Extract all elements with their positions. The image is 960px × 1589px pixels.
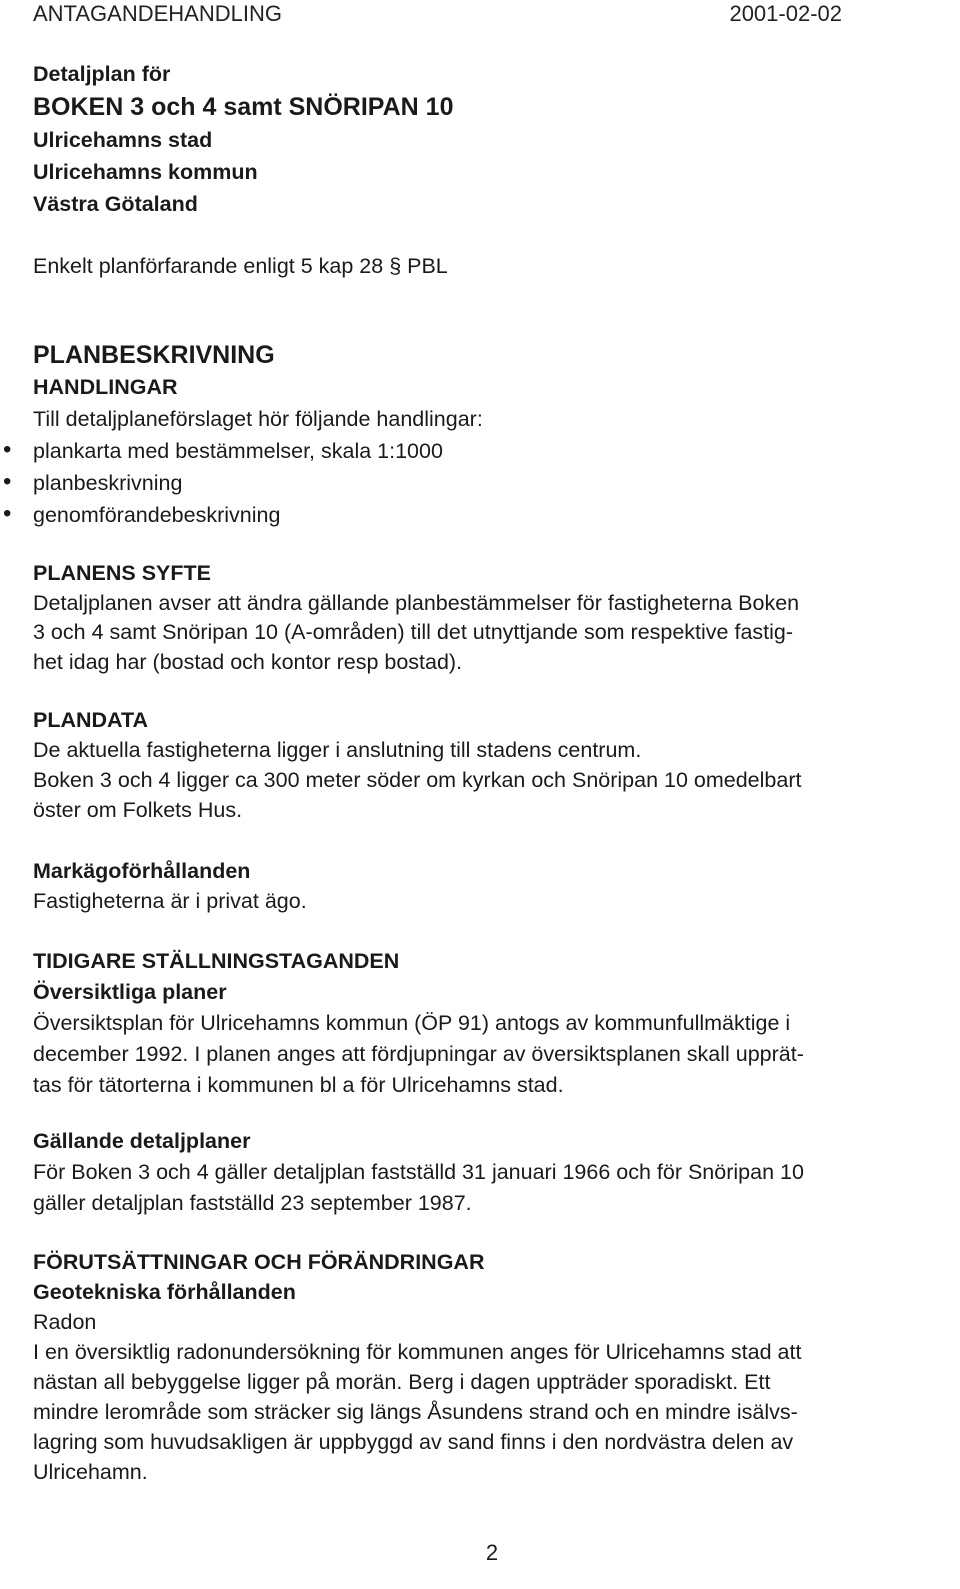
section-syfte bbox=[33, 559, 948, 677]
title-line-3: Ulricehamns stad bbox=[33, 128, 213, 152]
forutsattningar-heading: FÖRUTSÄTTNINGAR OCH FÖRÄNDRINGAR bbox=[33, 1250, 485, 1274]
section-handlingar bbox=[33, 371, 948, 531]
tidigare-heading: TIDIGARE STÄLLNINGSTAGANDEN bbox=[33, 949, 400, 973]
section-gallande bbox=[33, 1126, 948, 1219]
document-status: ANTAGANDEHANDLING bbox=[33, 1, 282, 26]
section-tidigare bbox=[33, 946, 948, 1101]
plandata-line: Boken 3 och 4 ligger ca 300 meter söder om kyrkan och Snöripan 10 omedelbart bbox=[33, 768, 802, 792]
tidigare-line: tas för tätorterna i kommunen bl a för Ulricehamns stad. bbox=[33, 1073, 564, 1097]
procedure-line: Enkelt planförfarande enligt 5 kap 28 § PBL bbox=[33, 254, 448, 278]
handlingar-list bbox=[33, 435, 948, 531]
radon-line: Ulricehamn. bbox=[33, 1460, 148, 1484]
handlingar-intro: Till detaljplaneförslaget hör följande handlingar: bbox=[33, 407, 483, 431]
page-number: 2 bbox=[485, 1540, 499, 1565]
gallande-line: För Boken 3 och 4 gäller detaljplan fastställd 31 januari 1966 och för Snöripan 10 bbox=[33, 1160, 804, 1184]
title-line-5: Västra Götaland bbox=[33, 192, 198, 216]
radon-line: lagring som huvudsakligen är uppbyggd av sand finns i den nordvästra delen av bbox=[33, 1430, 794, 1454]
gallande-heading: Gällande detaljplaner bbox=[33, 1129, 251, 1153]
plandata-line: De aktuella fastigheterna ligger i anslutning till stadens centrum. bbox=[33, 738, 642, 762]
list-item: • genomförandebeskrivning bbox=[33, 499, 948, 531]
plandata-line: öster om Folkets Hus. bbox=[33, 798, 243, 822]
title-line-4: Ulricehamns kommun bbox=[33, 160, 258, 184]
list-item: • plankarta med bestämmelser, skala 1:1000 bbox=[33, 435, 948, 467]
section-forutsattningar bbox=[33, 1247, 948, 1487]
mark-heading: Markägoförhållanden bbox=[33, 859, 251, 883]
tidigare-line: Översiktsplan för Ulricehamns kommun (ÖP 91) antogs av kommunfullmäktige i bbox=[33, 1011, 791, 1035]
mark-text: Fastigheterna är i privat ägo. bbox=[33, 889, 307, 913]
tidigare-line: december 1992. I planen anges att fördjupningar av översiktsplanen skall upprät- bbox=[33, 1042, 804, 1066]
section-plandata bbox=[33, 705, 948, 825]
syfte-line: Detaljplanen avser att ändra gällande planbestämmelser för fastigheterna Boken bbox=[33, 590, 800, 615]
handlingar-heading: HANDLINGAR bbox=[33, 375, 178, 399]
geotekniska-heading: Geotekniska förhållanden bbox=[33, 1280, 296, 1304]
title-block bbox=[33, 58, 948, 220]
gallande-line: gäller detaljplan fastställd 23 september 1987. bbox=[33, 1191, 472, 1215]
radon-label: Radon bbox=[33, 1310, 97, 1334]
title-line-1: Detaljplan för bbox=[33, 62, 171, 86]
plan-title: BOKEN 3 och 4 samt SNÖRIPAN 10 bbox=[33, 93, 454, 121]
section-markagoforhallanden bbox=[33, 856, 948, 916]
list-item: • planbeskrivning bbox=[33, 467, 948, 499]
plandata-heading: PLANDATA bbox=[33, 708, 149, 732]
radon-line: nästan all bebyggelse ligger på morän. Berg i dagen uppträder sporadiskt. Ett bbox=[33, 1370, 771, 1394]
radon-line: I en översiktlig radonundersökning för kommunen anges för Ulricehamns stad att bbox=[33, 1340, 802, 1364]
syfte-heading: PLANENS SYFTE bbox=[33, 561, 211, 585]
document-date: 2001-02-02 bbox=[729, 1, 842, 26]
radon-line: mindre lerområde som sträcker sig längs Åsundens strand och en mindre isälvs- bbox=[33, 1400, 798, 1424]
section-planbeskrivning: PLANBESKRIVNING bbox=[33, 341, 275, 369]
syfte-line: het idag har (bostad och kontor resp bostad). bbox=[33, 649, 463, 674]
page-header bbox=[33, 0, 842, 28]
syfte-line: 3 och 4 samt Snöripan 10 (A-områden) till det utnyttjande som respektive fastig- bbox=[33, 620, 794, 644]
tidigare-subheading: Översiktliga planer bbox=[33, 980, 227, 1004]
